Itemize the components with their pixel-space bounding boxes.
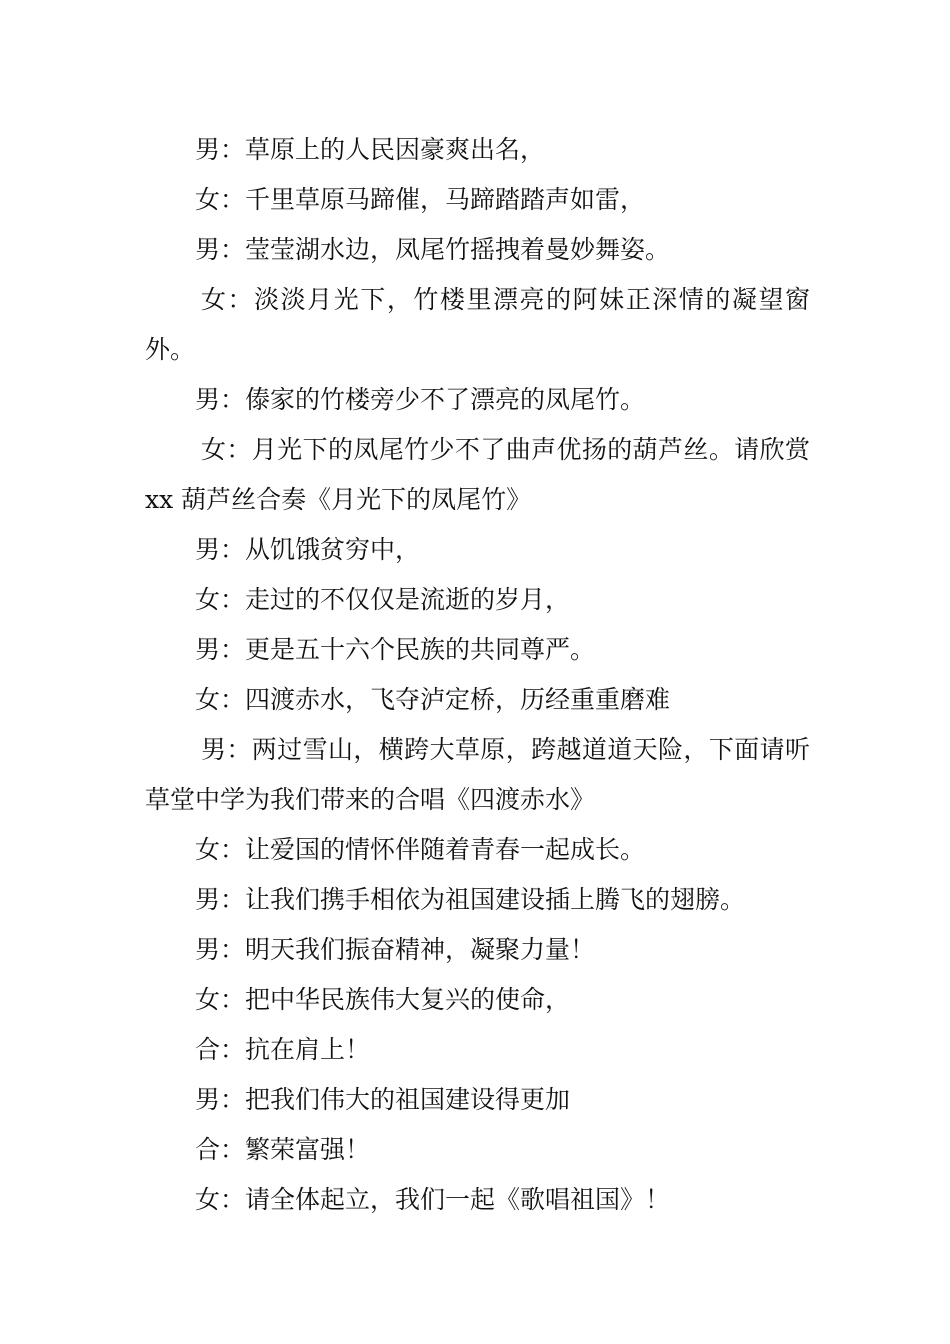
dialogue-line: 女：请全体起立，我们一起《歌唱祖国》！ [195,1185,671,1214]
dialogue-line: 女：走过的不仅仅是流逝的岁月， [195,585,571,614]
dialogue-line: 男：明天我们振奋精神，凝聚力量！ [195,935,596,964]
dialogue-line: 男：草原上的人民因豪爽出名， [195,135,546,164]
dialogue-line: 男：莹莹湖水边，凤尾竹摇拽着曼妙舞姿。 [195,235,671,264]
dialogue-line: 男：傣家的竹楼旁少不了漂亮的凤尾竹。 [195,385,646,414]
dialogue-paragraph: 女：月光下的凤尾竹少不了曲声优扬的葫芦丝。请欣赏 xx 葫芦丝合奏《月光下的凤尾竹》 [145,435,810,514]
dialogue-line: 男：从饥饿贫穷中， [195,535,421,564]
dialogue-line: 女：把中华民族伟大复兴的使命， [195,985,571,1014]
dialogue-line: 女：四渡赤水，飞夺泸定桥，历经重重磨难 [195,685,671,714]
dialogue-line: 女：千里草原马蹄催，马蹄踏踏声如雷， [195,185,646,214]
dialogue-line: 女：让爱国的情怀伴随着青春一起成长。 [195,835,646,864]
dialogue-line: 男：把我们伟大的祖国建设得更加 [195,1085,571,1114]
dialogue-line: 男：让我们携手相依为祖国建设插上腾飞的翅膀。 [195,885,746,914]
dialogue-line: 合：繁荣富强！ [195,1135,371,1164]
dialogue-paragraph: 女：淡淡月光下，竹楼里漂亮的阿妹正深情的凝望窗外。 [145,285,810,364]
dialogue-paragraph: 男：两过雪山，横跨大草原，跨越道道天险，下面请听草堂中学为我们带来的合唱《四渡赤水》 [145,735,810,814]
dialogue-line: 合：抗在肩上！ [195,1035,371,1064]
dialogue-line: 男：更是五十六个民族的共同尊严。 [195,635,596,664]
script-text [145,125,810,1225]
